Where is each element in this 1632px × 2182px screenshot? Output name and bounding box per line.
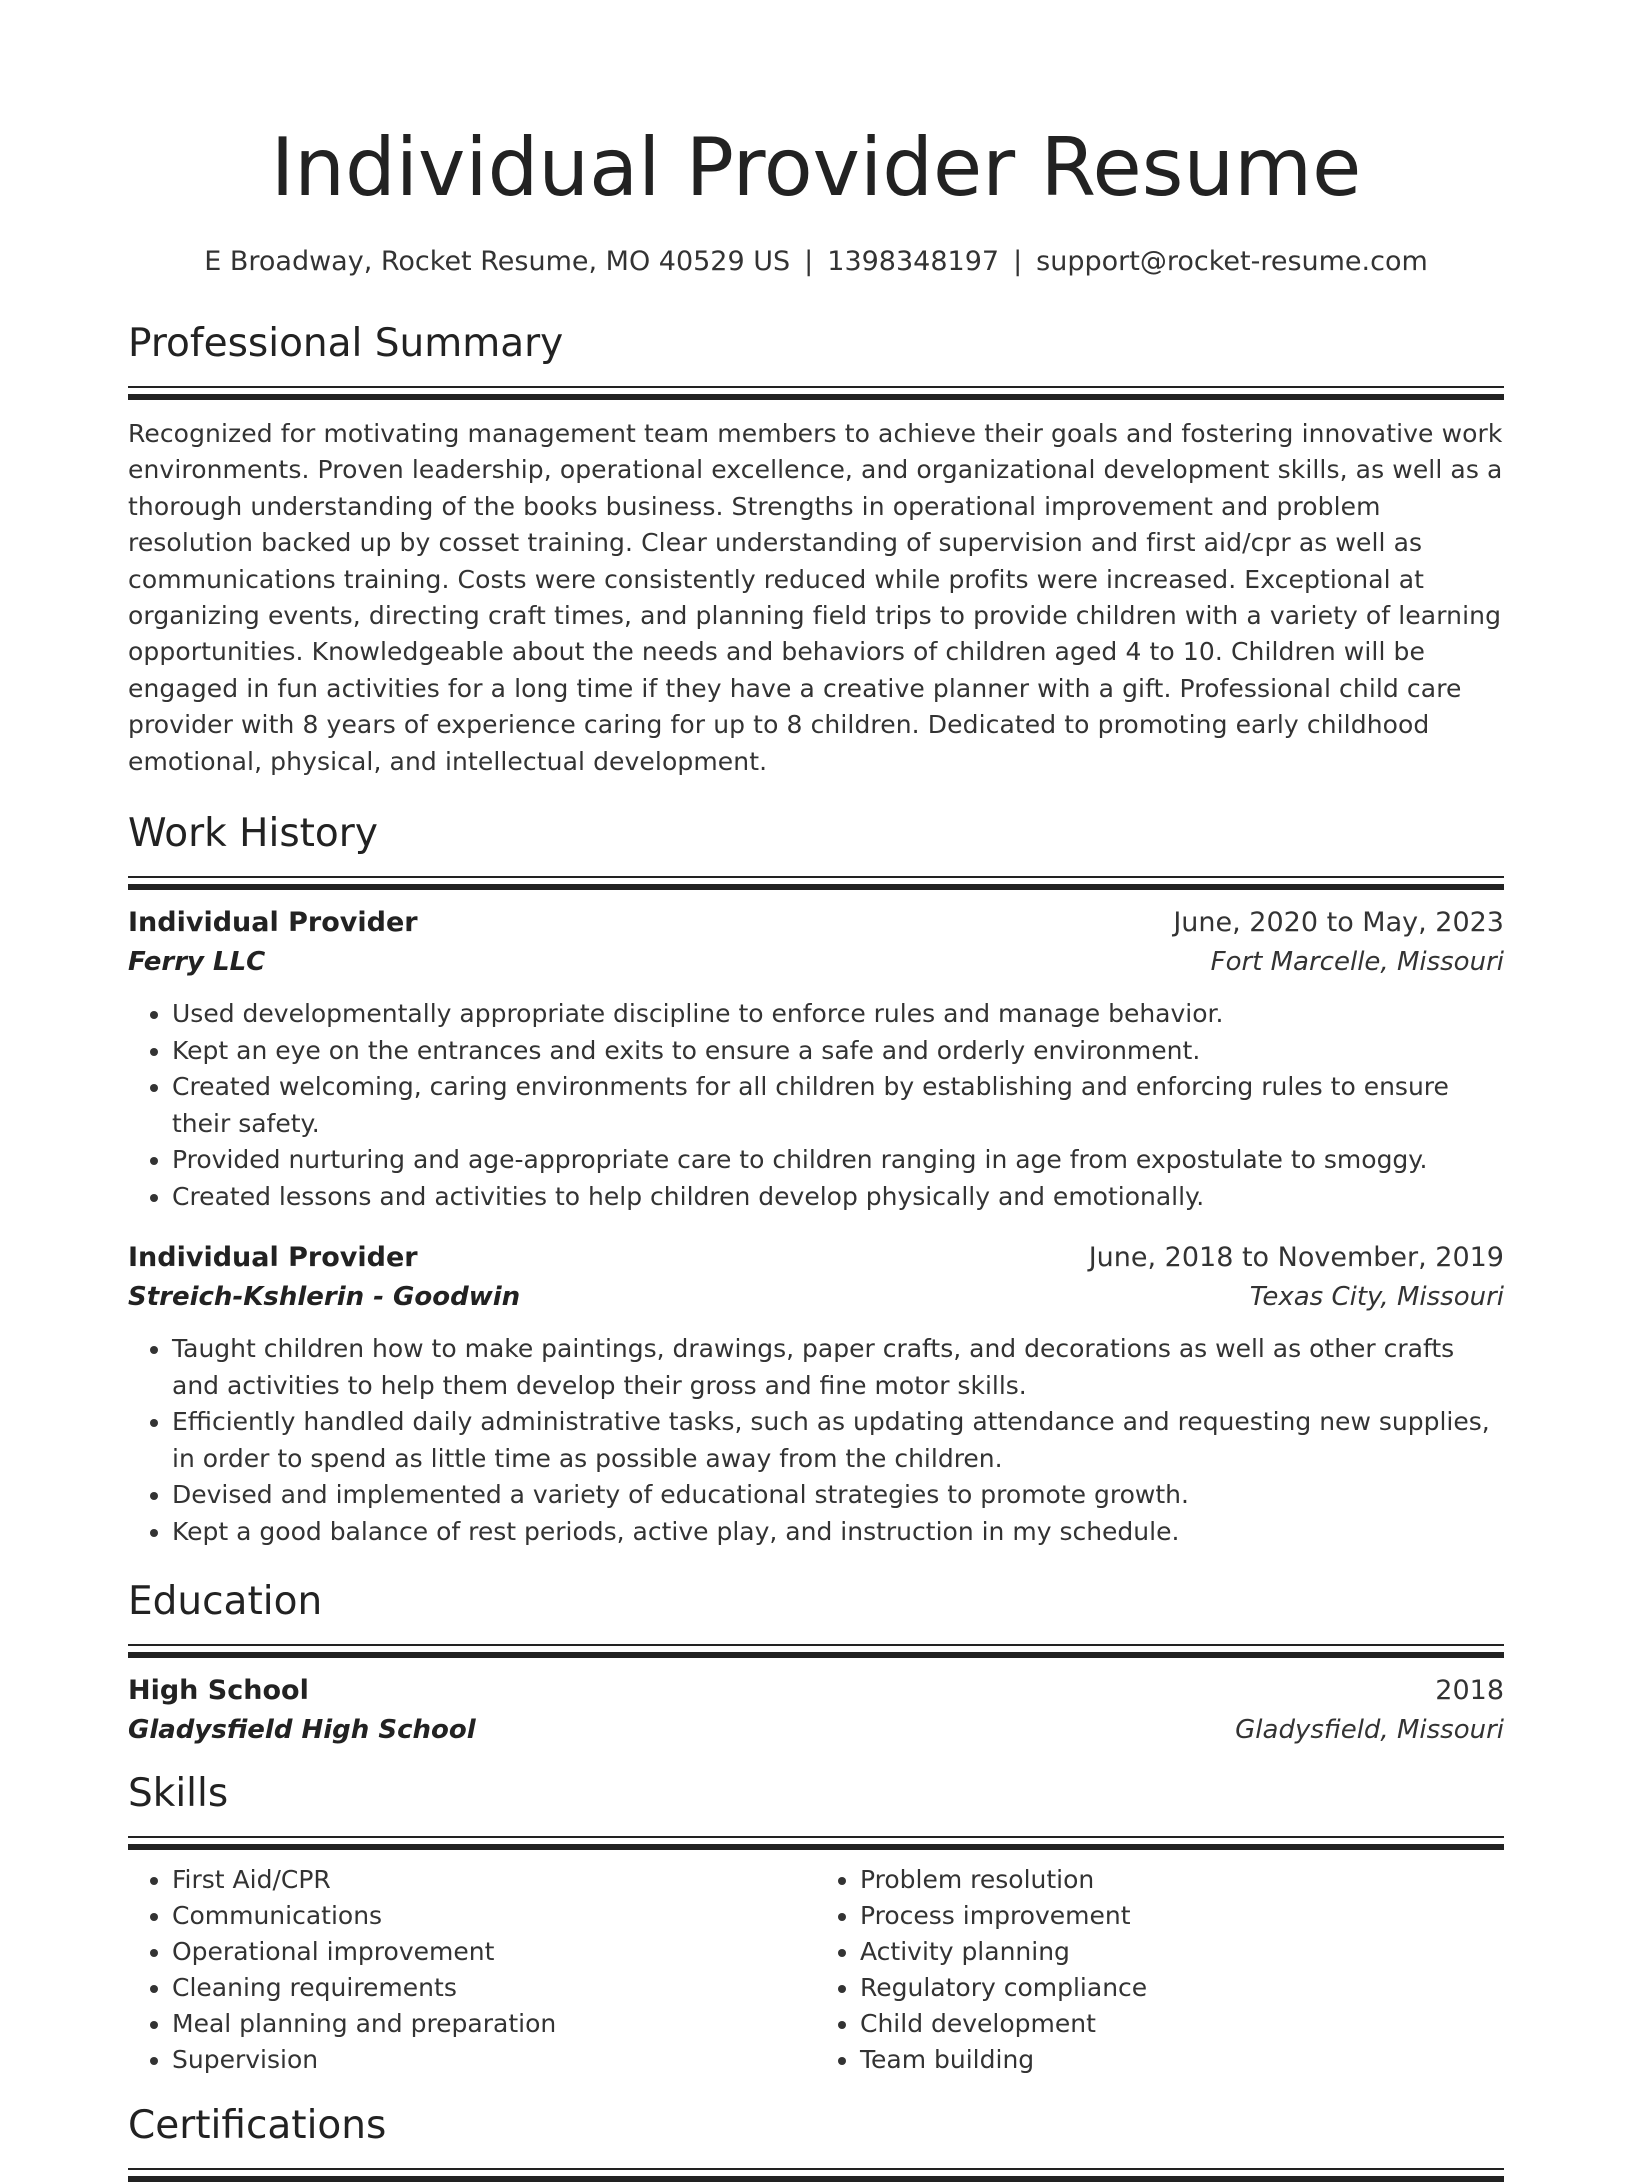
list-item: • Problem resolution — [860, 1862, 1504, 1898]
list-item: • Communications — [172, 1898, 816, 1934]
job-entry — [128, 904, 1504, 1215]
contact-address: E Broadway, Rocket Resume, MO 40529 US — [204, 246, 791, 277]
job-title: Individual Provider — [128, 1242, 418, 1274]
section-title-certifications: Certifications — [128, 2103, 387, 2149]
job-bullets — [128, 996, 1504, 1215]
work-history-section — [128, 808, 1504, 1550]
skills-list-left — [128, 1862, 816, 2078]
job-dates: June, 2018 to November, 2019 — [1088, 1242, 1504, 1274]
list-item: • Operational improvement — [172, 1934, 816, 1970]
list-item: • Supervision — [172, 2042, 816, 2078]
list-item: • Kept an eye on the entrances and exits to ensure a safe and orderly environment. — [172, 1033, 1504, 1070]
list-item: • Team building — [860, 2042, 1504, 2078]
list-item: • Activity planning — [860, 1934, 1504, 1970]
summary-text: Recognized for motivating management team members to achieve their goals and fostering innovative work environments. Proven leadership, operational excellence, and organizational development skills, as well as a thorough understanding of the books business. Strengths in operational improvement and problem resolution backed up by cosset training. Clear understanding of supervision and first aid/cpr as well as communications training. Costs were consistently reduced while profits were increased. Exceptional at organizing events, directing craft times, and planning field trips to provide children with a variety of learning opportunities. Knowledgeable about the needs and behaviors of children aged 4 to 10. Children will be engaged in fun activities for a long time if they have a creative planner with a gift. Professional child care provider with 8 years of experience caring for up to 8 children. Dedicated to promoting early childhood emotional, physical, and intellectual development. — [128, 419, 1503, 776]
list-item: • Created welcoming, caring environments for all children by establishing and enforcing rules to ensure their safety. — [172, 1069, 1504, 1142]
contact-email: support@rocket-resume.com — [1036, 246, 1428, 277]
job-title: Individual Provider — [128, 907, 418, 939]
summary-section — [128, 318, 1504, 780]
job-entry — [128, 1239, 1504, 1550]
job-dates: June, 2020 to May, 2023 — [1173, 907, 1504, 939]
section-divider — [128, 2168, 1504, 2182]
section-divider — [128, 386, 1504, 400]
list-item: • Cleaning requirements — [172, 1970, 816, 2006]
contact-separator: | — [1013, 246, 1023, 277]
section-title-education: Education — [128, 1579, 323, 1625]
job-location: Fort Marcelle, Missouri — [1210, 947, 1504, 978]
list-item: • Regulatory compliance — [860, 1970, 1504, 2006]
list-item: • Efficiently handled daily administrative tasks, such as updating attendance and requesting new supplies, in order to spend as little time as possible away from the children. — [172, 1404, 1504, 1477]
skills-section — [128, 1768, 1504, 2078]
job-bullets — [128, 1331, 1504, 1550]
job-company: Ferry LLC — [128, 947, 266, 978]
list-item: • Process improvement — [860, 1898, 1504, 1934]
section-divider — [128, 1836, 1504, 1850]
education-section — [128, 1576, 1504, 1750]
contact-line — [128, 244, 1504, 280]
education-entry — [128, 1672, 1504, 1750]
list-item: • Child development — [860, 2006, 1504, 2042]
list-item: • Used developmentally appropriate discipline to enforce rules and manage behavior. — [172, 996, 1504, 1033]
list-item: • Kept a good balance of rest periods, active play, and instruction in my schedule. — [172, 1514, 1504, 1551]
list-item: • Created lessons and activities to help children develop physically and emotionally. — [172, 1179, 1504, 1216]
education-location: Gladysfield, Missouri — [1235, 1715, 1504, 1746]
skills-columns — [128, 1862, 1504, 2078]
section-title-summary: Professional Summary — [128, 321, 564, 366]
section-title-work-history: Work History — [128, 811, 378, 857]
contact-phone: 1398348197 — [827, 246, 1000, 277]
list-item: • Taught children how to make paintings, drawings, paper crafts, and decorations as well as other crafts and activities to help them develop their gross and fine motor skills. — [172, 1331, 1504, 1404]
skills-list-right — [816, 1862, 1504, 2078]
resume-title: Individual Provider Resume — [270, 121, 1362, 214]
section-title-skills: Skills — [128, 1771, 229, 1817]
list-item: • Provided nurturing and age-appropriate care to children ranging in age from expostulate to smoggy. — [172, 1142, 1504, 1179]
certifications-section — [128, 2100, 1504, 2182]
list-item: • Devised and implemented a variety of educational strategies to promote growth. — [172, 1477, 1504, 1514]
section-divider — [128, 876, 1504, 890]
contact-separator: | — [804, 246, 814, 277]
education-degree: High School — [128, 1675, 309, 1707]
job-location: Texas City, Missouri — [1249, 1282, 1504, 1313]
list-item: • First Aid/CPR — [172, 1862, 816, 1898]
section-divider — [128, 1644, 1504, 1658]
education-year: 2018 — [1435, 1675, 1504, 1707]
job-company: Streich-Kshlerin - Goodwin — [128, 1282, 521, 1313]
education-school: Gladysfield High School — [128, 1715, 476, 1746]
list-item: • Meal planning and preparation — [172, 2006, 816, 2042]
